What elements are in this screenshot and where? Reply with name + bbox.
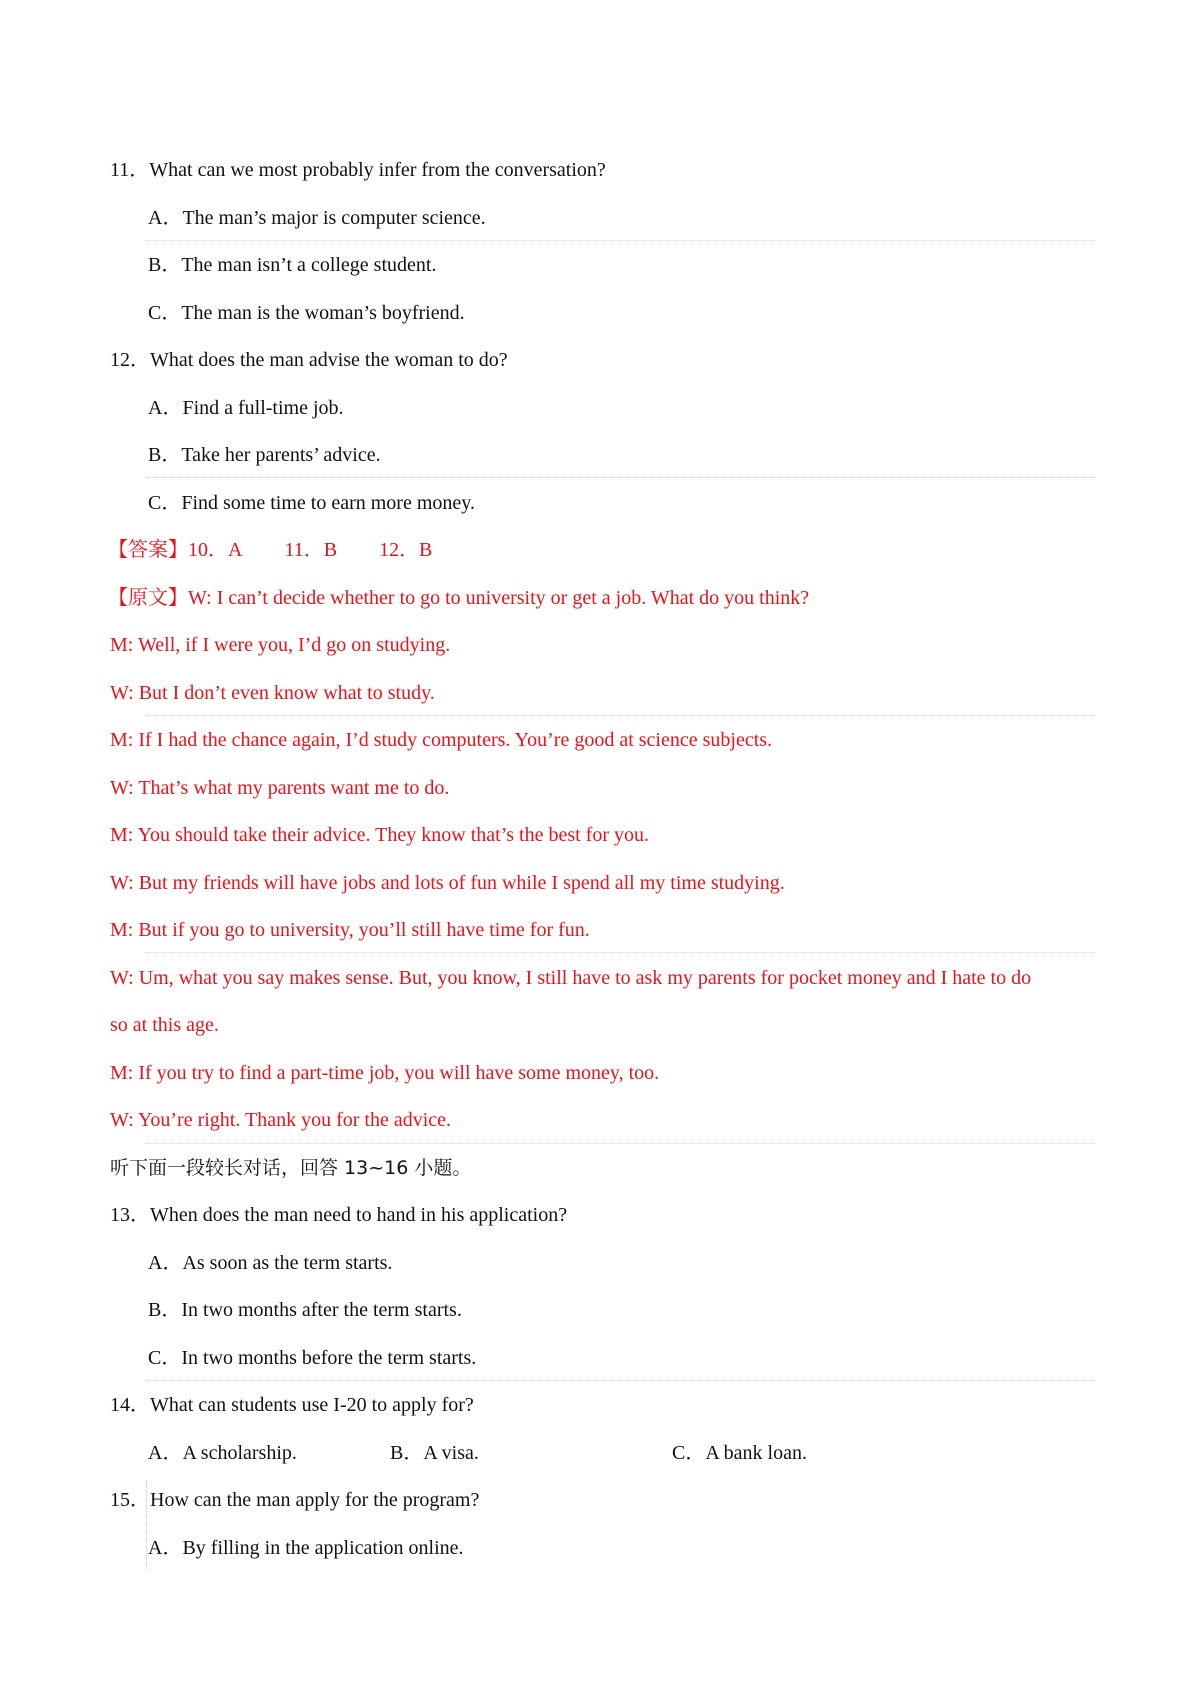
question-15-option-a: A．By filling in the application online. [148, 1537, 464, 1559]
question-15-stem: 15．How can the man apply for the program? [110, 1489, 480, 1511]
transcript-line-12: W: You’re right. Thank you for the advice. [110, 1109, 452, 1131]
transcript-text: W: I can’t decide whether to go to university or get a job. What do you think? [188, 587, 810, 609]
dotted-separator [145, 715, 1095, 716]
transcript-line-1 [108, 586, 809, 610]
transcript-line-2: M: Well, if I were you, I’d go on studying. [110, 634, 451, 656]
answer-10: 10．A [188, 539, 243, 561]
question-13-option-b: B．In two months after the term starts. [148, 1299, 462, 1321]
question-14-stem: 14．What can students use I-20 to apply for? [110, 1394, 474, 1416]
transcript-label: 【原文】 [108, 587, 188, 609]
answer-12: 12．B [379, 539, 433, 561]
question-13-option-c: C．In two months before the term starts. [148, 1347, 477, 1369]
transcript-line-4: M: If I had the chance again, I’d study computers. You’re good at science subjects. [110, 729, 773, 751]
answer-11: 11．B [284, 539, 338, 561]
question-12-option-c: C．Find some time to earn more money. [148, 492, 475, 514]
question-11-option-b: B．The man isn’t a college student. [148, 254, 437, 276]
question-13-option-a: A．As soon as the term starts. [148, 1252, 393, 1274]
question-14-option-c: C．A bank loan. [672, 1442, 807, 1464]
transcript-line-5: W: That’s what my parents want me to do. [110, 777, 450, 799]
question-11-option-c: C．The man is the woman’s boyfriend. [148, 302, 465, 324]
question-14-option-b: B．A visa. [390, 1442, 479, 1464]
transcript-line-9: W: Um, what you say makes sense. But, you know, I still have to ask my parents for pocket money and I hate to do [110, 967, 1032, 989]
question-11-stem: 11．What can we most probably infer from the conversation? [110, 159, 606, 181]
question-14-option-a: A．A scholarship. [148, 1442, 297, 1464]
section-intro: 听下面一段较长对话，回答 13~16 小题。 [110, 1157, 472, 1179]
dotted-separator [145, 240, 1095, 241]
transcript-line-6: M: You should take their advice. They know that’s the best for you. [110, 824, 650, 846]
question-13-stem: 13．When does the man need to hand in his application? [110, 1204, 568, 1226]
question-12-option-b: B．Take her parents’ advice. [148, 444, 381, 466]
transcript-line-11: M: If you try to find a part-time job, you will have some money, too. [110, 1062, 660, 1084]
question-12-stem: 12．What does the man advise the woman to do? [110, 349, 508, 371]
answer-label: 【答案】 [108, 539, 188, 561]
dotted-separator [145, 1143, 1095, 1144]
transcript-line-3: W: But I don’t even know what to study. [110, 682, 435, 704]
question-12-option-a: A．Find a full-time job. [148, 397, 344, 419]
answer-key [108, 538, 432, 562]
transcript-line-7: W: But my friends will have jobs and lots of fun while I spend all my time studying. [110, 872, 785, 894]
transcript-line-8: M: But if you go to university, you’ll still have time for fun. [110, 919, 590, 941]
dotted-separator [145, 477, 1095, 478]
dotted-separator [145, 952, 1095, 953]
question-11-option-a: A．The man’s major is computer science. [148, 207, 486, 229]
dotted-separator [145, 1380, 1095, 1381]
transcript-line-10: so at this age. [110, 1014, 219, 1036]
